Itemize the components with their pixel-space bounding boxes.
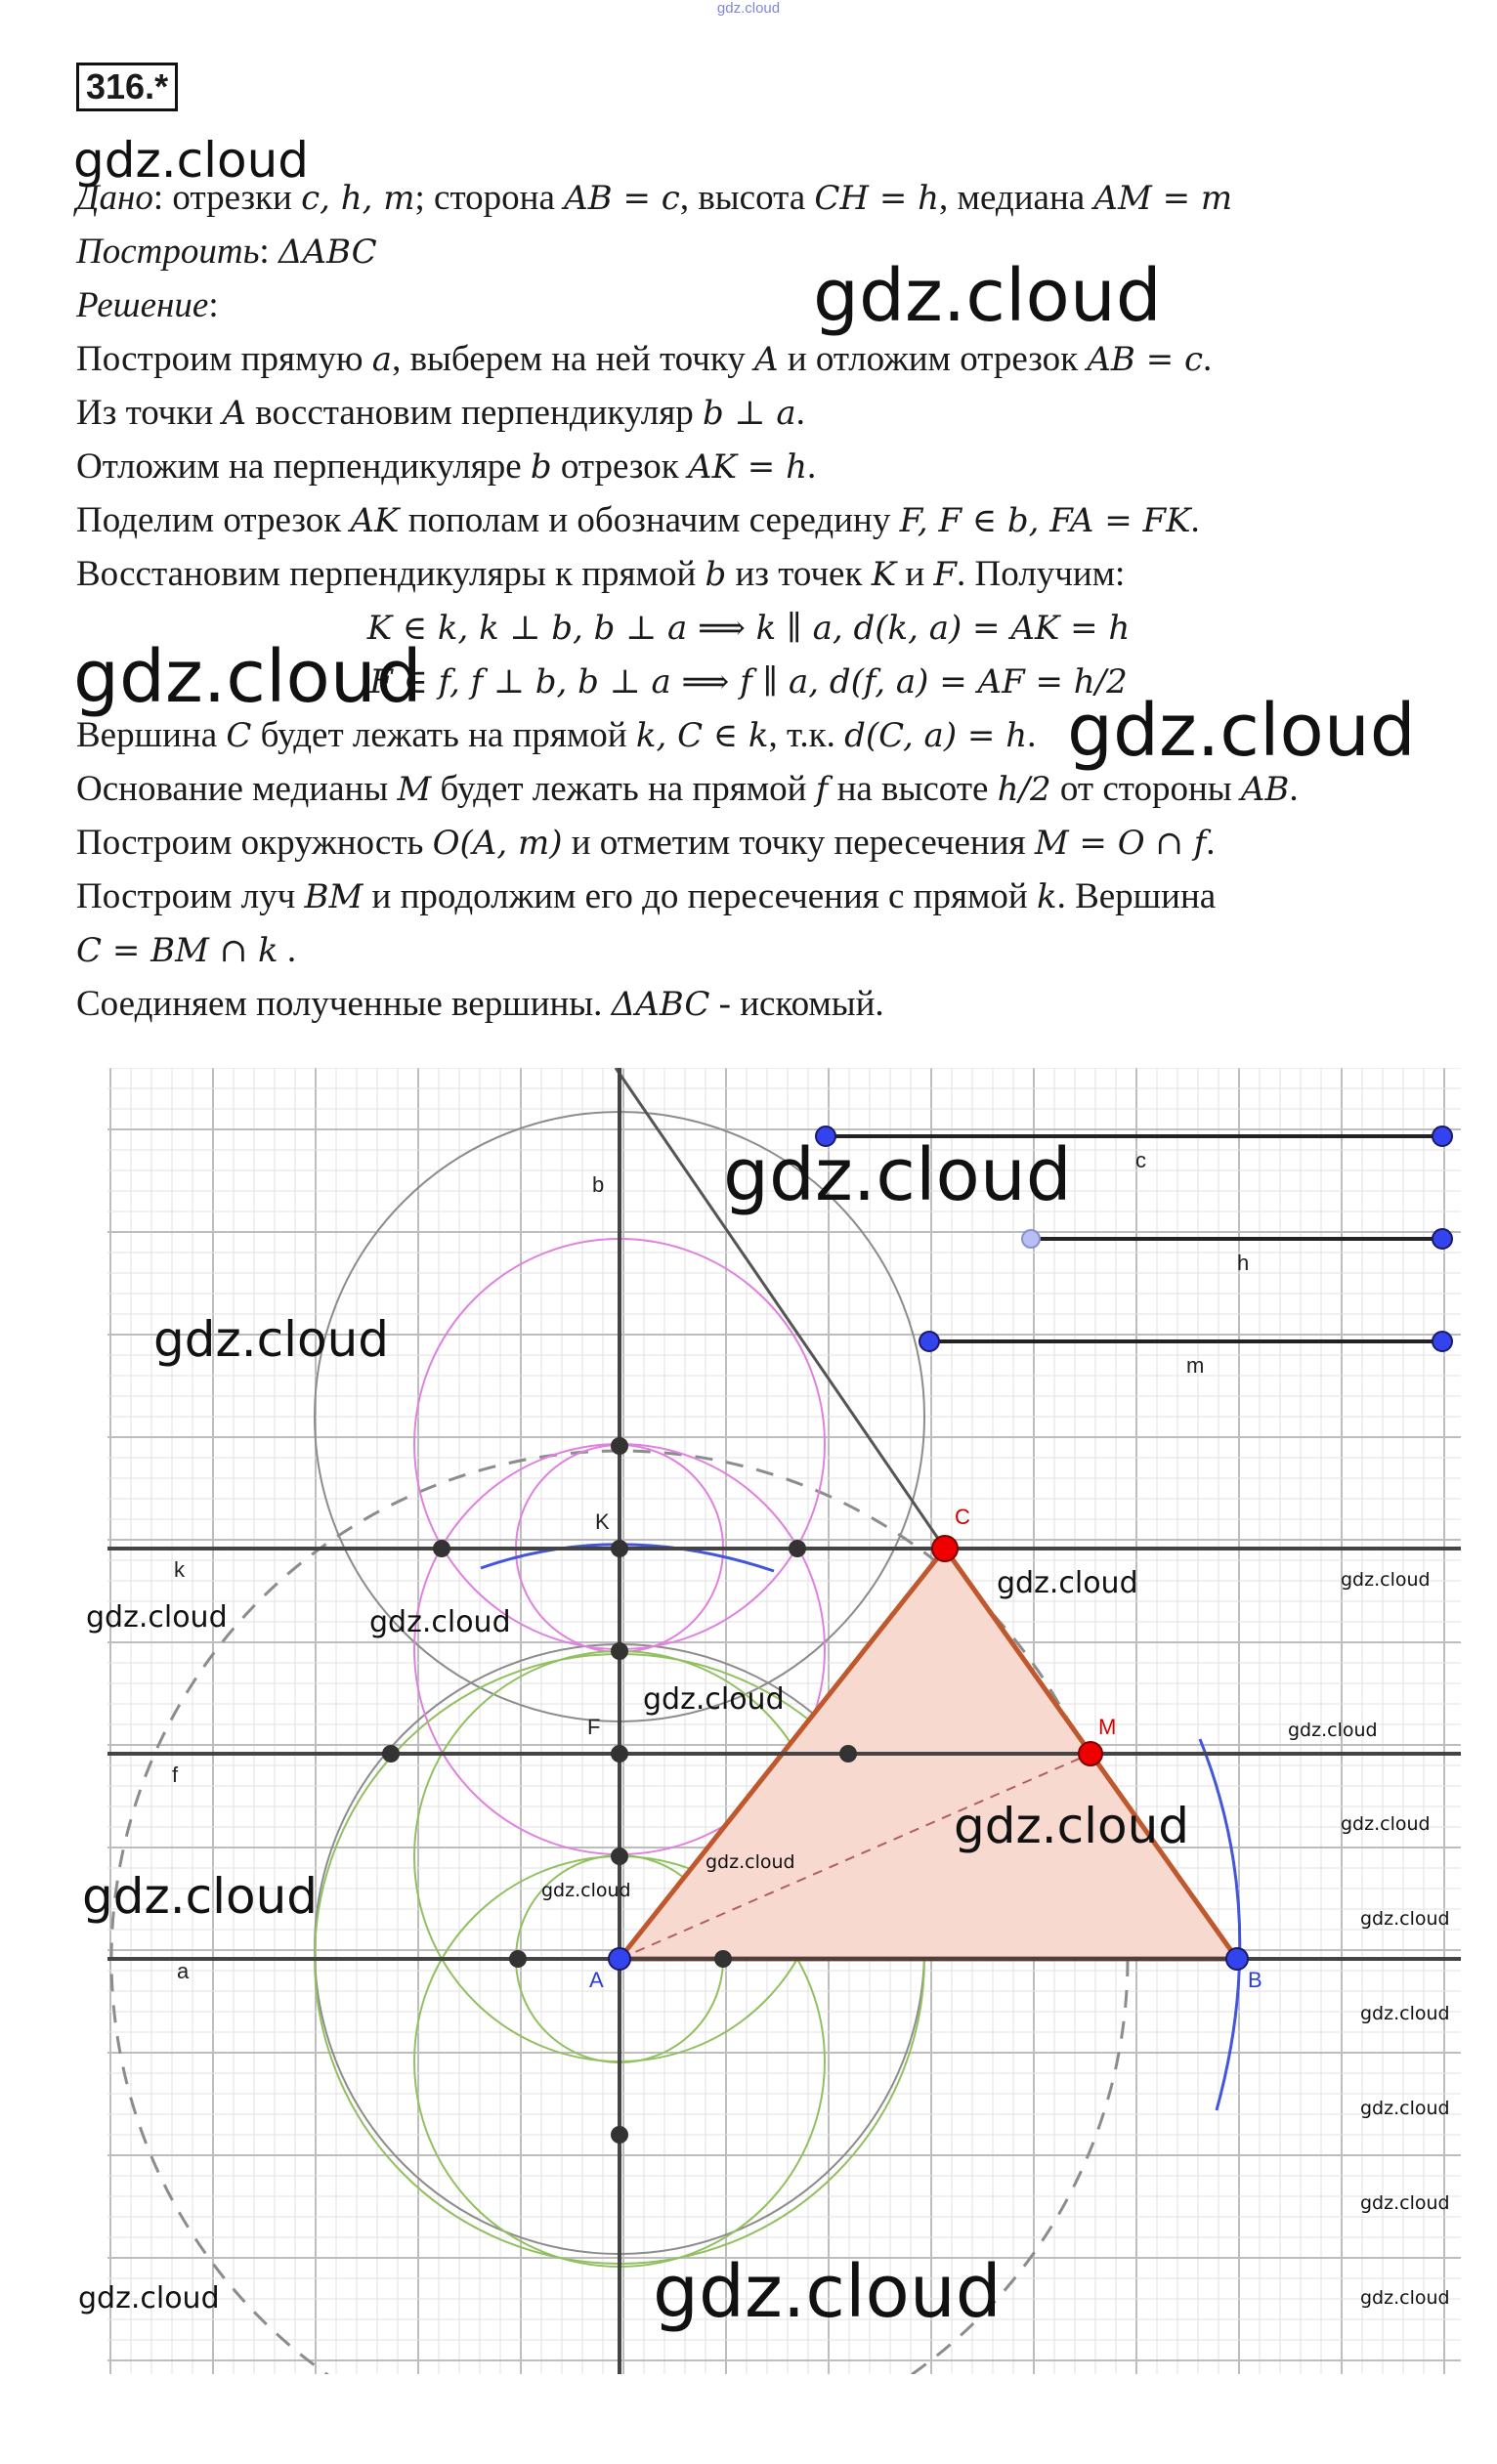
label-point-m: M	[1098, 1715, 1117, 1739]
point-a-left	[509, 1950, 527, 1968]
step-6-math: d(C, a) = h	[844, 716, 1028, 755]
segment-h-start-point	[1022, 1230, 1040, 1248]
watermark: gdz.cloud	[1288, 1720, 1378, 1741]
watermark: gdz.cloud	[73, 132, 310, 189]
watermark: gdz.cloud	[1341, 1813, 1431, 1835]
step-6-text: .	[1027, 715, 1037, 755]
label-f: f	[172, 1763, 179, 1787]
point-top-intersection	[611, 1437, 628, 1455]
step-4-math: AK	[350, 501, 400, 540]
step-9-math: k	[1036, 877, 1057, 916]
step-3-text: .	[807, 446, 817, 487]
step-6-text: , т.к.	[768, 715, 845, 755]
point-a-right	[714, 1950, 732, 1968]
given-math-1: c, h, m	[301, 179, 415, 218]
step-2-math: b ⊥ a	[702, 394, 796, 433]
given-math-2: AB = c	[564, 179, 680, 218]
watermark: gdz.cloud	[1341, 1569, 1431, 1591]
problem-number: 316.*	[76, 63, 178, 111]
step-5-text: . Получим:	[957, 554, 1126, 594]
step-6-text: будет лежать на прямой	[251, 715, 636, 755]
point-lower-mid	[611, 1848, 628, 1865]
step-5-math: F	[933, 555, 958, 594]
label-a: a	[177, 1959, 190, 1983]
watermark: gdz.cloud	[82, 1868, 319, 1925]
watermark: gdz.cloud	[706, 1851, 795, 1873]
step-3-math: b	[530, 447, 552, 487]
step-7-text: от стороны	[1050, 769, 1241, 809]
step-2-text: .	[795, 393, 805, 433]
step-3-text: отрезок	[551, 446, 689, 487]
point-f-left	[382, 1745, 400, 1763]
step-2-text: восстановим перпендикуляр	[246, 393, 703, 433]
label-point-k: K	[595, 1509, 610, 1534]
point-f-right	[839, 1745, 857, 1763]
top-site-mark: gdz.cloud	[716, 0, 781, 17]
step-7-math: h/2	[997, 770, 1051, 809]
step-8-math: M = O ∩ f	[1034, 824, 1207, 863]
watermark: gdz.cloud	[1360, 2192, 1450, 2214]
point-bottom	[611, 2126, 628, 2144]
step-4-text: пополам и обозначим середину	[399, 500, 900, 540]
step-6-math: k, C ∈ k	[635, 716, 769, 755]
watermark: gdz.cloud	[1360, 2098, 1450, 2119]
point-a-vertex	[609, 1948, 630, 1970]
watermark: gdz.cloud	[653, 2250, 1002, 2334]
watermark: gdz.cloud	[153, 1311, 390, 1368]
step-9-text: . Вершина	[1056, 876, 1217, 916]
step-1-text: .	[1203, 339, 1213, 379]
step-1-math: AB = c	[1087, 340, 1204, 379]
watermark: gdz.cloud	[1360, 2287, 1450, 2309]
label-segment-h: h	[1237, 1251, 1250, 1275]
step-10-math: C = BM ∩ k	[76, 931, 278, 970]
step-5-math: K	[871, 555, 897, 594]
step-5-text: и	[896, 554, 934, 594]
point-c-vertex	[932, 1536, 958, 1561]
given-text-1: : отрезки	[152, 178, 302, 218]
construct-label: Построить	[76, 232, 260, 272]
label-segment-m: m	[1186, 1353, 1205, 1378]
watermark: gdz.cloud	[954, 1798, 1190, 1854]
label-point-a: A	[589, 1968, 604, 1992]
step-1-math: a	[371, 340, 393, 379]
step-3-math: AK = h	[688, 447, 807, 487]
step-5-text: Восстановим перпендикуляры к прямой	[76, 554, 706, 594]
given-math-4: AM = m	[1093, 179, 1233, 218]
watermark: gdz.cloud	[541, 1880, 631, 1901]
construct-math: ΔABC	[278, 233, 377, 272]
label-b: b	[592, 1172, 605, 1197]
step-2-text: Из точки	[76, 393, 223, 433]
label-segment-c: c	[1135, 1148, 1146, 1172]
segment-h-end-point	[1433, 1229, 1452, 1249]
step-4-text: Поделим отрезок	[76, 500, 351, 540]
label-point-f: F	[587, 1715, 601, 1739]
step-11-text: Соединяем полученные вершины.	[76, 984, 612, 1024]
step-3-text: Отложим на перпендикуляре	[76, 446, 531, 487]
step-11-math: ΔABC	[611, 985, 710, 1024]
step-6-math: C	[226, 716, 252, 755]
step-4-text: .	[1190, 500, 1200, 540]
watermark: gdz.cloud	[1360, 2003, 1450, 2024]
given-text-2: ; сторона	[414, 178, 565, 218]
given-text-4: , медиана	[939, 178, 1094, 218]
step-6-text: Вершина	[76, 715, 227, 755]
watermark: gdz.cloud	[813, 254, 1162, 338]
step-10-text: .	[278, 930, 297, 970]
step-8-text: .	[1206, 823, 1216, 863]
solution-label: Решение	[76, 285, 209, 325]
step-7-text: Основание медианы	[76, 769, 398, 809]
point-b-vertex	[1226, 1948, 1248, 1970]
step-1-text: , выберем на ней точку	[392, 339, 755, 379]
step-4-math: F, F ∈ b, FA = FK	[899, 501, 1191, 540]
watermark: gdz.cloud	[369, 1605, 511, 1639]
point-m	[1079, 1742, 1102, 1765]
point-k-left	[433, 1540, 450, 1557]
step-7-text: .	[1289, 769, 1299, 809]
solution-colon: :	[208, 285, 219, 325]
watermark: gdz.cloud	[723, 1133, 1072, 1217]
label-point-b: B	[1248, 1968, 1262, 1992]
step-1-text: Построим прямую	[76, 339, 372, 379]
given-label: Дано	[76, 178, 153, 218]
point-k	[611, 1540, 628, 1557]
given-math-3: CH = h	[814, 179, 940, 218]
step-7-text: будет лежать на прямой	[431, 769, 816, 809]
construct-colon: :	[259, 232, 278, 272]
step-1-math: A	[754, 340, 779, 379]
step-7-math: AB	[1240, 770, 1290, 809]
watermark: gdz.cloud	[997, 1566, 1138, 1600]
step-8-text: Построим окружность	[76, 823, 433, 863]
step-9-text: Построим луч	[76, 876, 305, 916]
point-f	[611, 1745, 628, 1763]
watermark: gdz.cloud	[78, 2281, 220, 2315]
label-k: k	[174, 1557, 185, 1582]
label-point-c: C	[955, 1505, 970, 1529]
step-8-math: O(A, m)	[432, 824, 563, 863]
step-7-text: на высоте	[828, 769, 998, 809]
watermark: gdz.cloud	[1360, 1908, 1450, 1930]
point-upper-mid	[611, 1642, 628, 1660]
step-9-math: BM	[304, 877, 364, 916]
step-1-text: и отложим отрезок	[778, 339, 1088, 379]
point-k-right	[789, 1540, 806, 1557]
segment-c-end-point	[1433, 1126, 1452, 1146]
segment-m-start-point	[920, 1332, 939, 1351]
step-11-text: - искомый.	[709, 984, 884, 1024]
step-5-text: из точек	[726, 554, 872, 594]
segment-m-end-point	[1433, 1332, 1452, 1351]
step-5-math: b	[705, 555, 727, 594]
formula-2-math: F ∈ f, f ⊥ b, b ⊥ a ⟹ f ∥ a, d(f, a) = AF = h/2	[369, 662, 1128, 701]
watermark: gdz.cloud	[1067, 689, 1416, 773]
step-8-text: и отметим точку пересечения	[562, 823, 1035, 863]
step-2-math: A	[222, 394, 247, 433]
watermark: gdz.cloud	[643, 1682, 785, 1717]
given-text-3: , высота	[679, 178, 815, 218]
step-7-math: M	[397, 770, 432, 809]
formula-1-math: K ∈ k, k ⊥ b, b ⊥ a ⟹ k ∥ a, d(k, a) = AK = h	[366, 609, 1131, 648]
watermark: gdz.cloud	[73, 635, 422, 719]
watermark: gdz.cloud	[86, 1600, 228, 1635]
grid	[103, 1068, 1461, 2374]
step-7-math: f	[815, 770, 829, 809]
step-9-text: и продолжим его до пересечения с прямой	[363, 876, 1037, 916]
